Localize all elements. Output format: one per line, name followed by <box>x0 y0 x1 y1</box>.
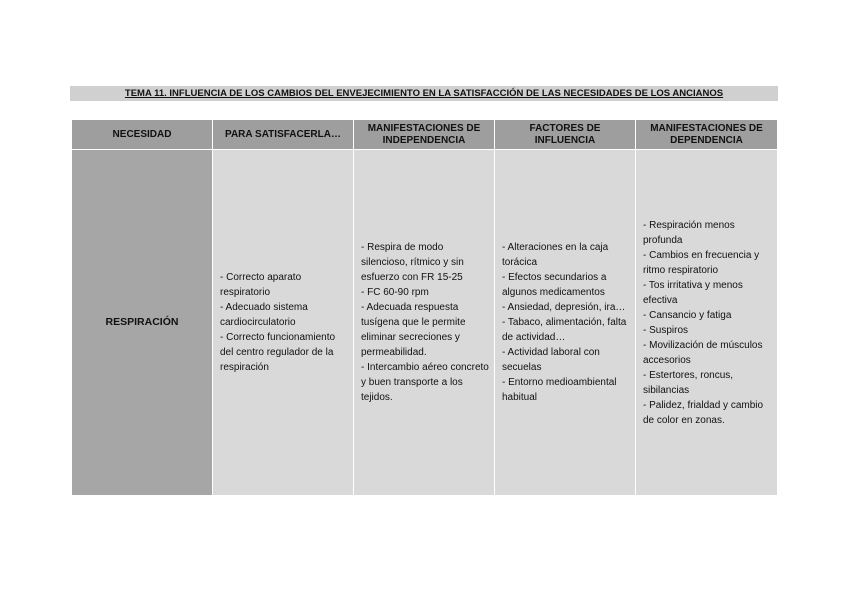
list-item: - Adecuado sistema cardiocirculatorio <box>220 302 308 328</box>
list-item: - Ansiedad, depresión, ira… <box>502 302 626 313</box>
needs-table <box>71 119 778 496</box>
document-title-text: TEMA 11. INFLUENCIA DE LOS CAMBIOS DEL ENVEJECIMIENTO EN LA SATISFACCIÓN DE LAS NECESIDADES DE LOS ANCIANOS <box>124 88 724 99</box>
header-manifestaciones-dependencia: MANIFESTACIONES DE DEPENDENCIA <box>636 120 778 150</box>
list-item: - Correcto aparato respiratorio <box>220 272 302 298</box>
list-item: - Entorno medioambiental habitual <box>502 377 617 403</box>
list-item: - Respira de modo silencioso, rítmico y sin esfuerzo con FR 15-25 <box>361 242 464 283</box>
cell-dependencia <box>636 150 778 496</box>
list-item: - Cansancio y fatiga <box>643 309 732 321</box>
list-item: - Tos irritativa y menos efectiva <box>643 279 743 306</box>
list-item: - Cambios en frecuencia y ritmo respiratorio <box>643 249 760 276</box>
header-manifestaciones-independencia: MANIFESTACIONES DE INDEPENDENCIA <box>354 120 495 150</box>
header-para-satisfacerla: PARA SATISFACERLA… <box>213 120 354 150</box>
cell-para-satisfacerla <box>213 150 354 496</box>
cell-factores <box>495 150 636 496</box>
header-factores-influencia: FACTORES DE INFLUENCIA <box>495 120 636 150</box>
list-item: - Suspiros <box>643 324 689 336</box>
table-row <box>72 150 778 496</box>
list-item: - Estertores, roncus, sibilancias <box>643 369 734 396</box>
list-item: - Efectos secundarios a algunos medicamentos <box>502 272 607 298</box>
list-item: - Movilización de músculos accesorios <box>643 339 763 366</box>
table-header-row <box>72 120 778 150</box>
list-item: - Respiración menos profunda <box>643 219 735 246</box>
cell-necesidad: RESPIRACIÓN <box>72 150 213 496</box>
list-item: - FC 60-90 rpm <box>361 287 429 298</box>
cell-independencia <box>354 150 495 496</box>
list-item: - Actividad laboral con secuelas <box>502 347 600 373</box>
header-necesidad: NECESIDAD <box>72 120 213 150</box>
list-item: - Intercambio aéreo concreto y buen transporte a los tejidos. <box>361 362 489 403</box>
list-item: - Alteraciones en la caja torácica <box>502 242 609 268</box>
list-item: - Palidez, frialdad y cambio de color en zonas. <box>643 399 764 426</box>
list-item: - Tabaco, alimentación, falta de actividad… <box>502 317 627 343</box>
list-item: - Adecuada respuesta tusígena que le permite eliminar secreciones y permeabilidad. <box>361 302 466 358</box>
document-title <box>70 86 778 101</box>
list-item: - Correcto funcionamiento del centro regulador de la respiración <box>220 332 336 373</box>
